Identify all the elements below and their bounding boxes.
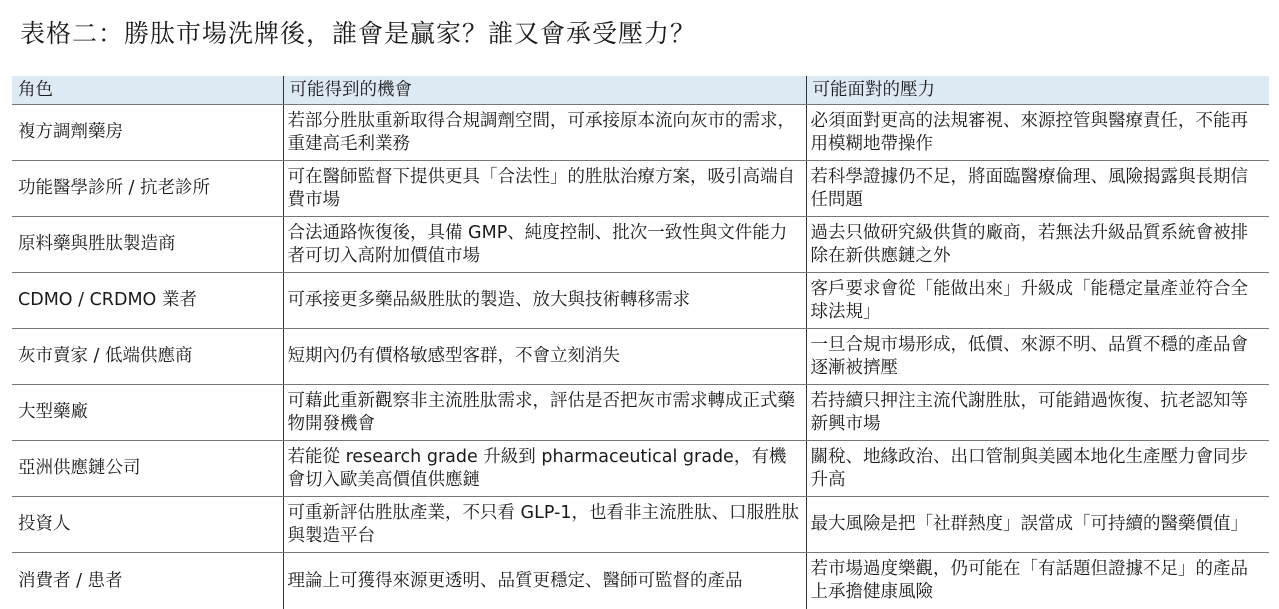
cell-opportunity: 若能從 research grade 升級到 pharmaceutical grade，有機會切入歐美高價值供應鏈	[283, 441, 806, 497]
cell-opportunity: 理論上可獲得來源更透明、品質更穩定、醫師可監督的產品	[283, 553, 806, 609]
cell-pressure: 過去只做研究級供貨的廠商，若無法升級品質系統會被排除在新供應鏈之外	[806, 217, 1269, 273]
comparison-table	[12, 76, 1269, 609]
table-row	[12, 385, 1269, 441]
table-row	[12, 441, 1269, 497]
cell-role: 原料藥與胜肽製造商	[12, 217, 283, 273]
table-row	[12, 105, 1269, 161]
cell-opportunity: 可承接更多藥品級胜肽的製造、放大與技術轉移需求	[283, 273, 806, 329]
cell-role: 功能醫學診所 / 抗老診所	[12, 161, 283, 217]
table-row	[12, 217, 1269, 273]
header-row	[12, 76, 1269, 105]
table-row	[12, 161, 1269, 217]
cell-pressure: 客戶要求會從「能做出來」升級成「能穩定量產並符合全球法規」	[806, 273, 1269, 329]
table-body	[12, 105, 1269, 609]
cell-role: 灰市賣家 / 低端供應商	[12, 329, 283, 385]
table-row	[12, 497, 1269, 553]
table-header	[12, 76, 1269, 105]
cell-opportunity: 若部分胜肽重新取得合規調劑空間，可承接原本流向灰市的需求，重建高毛利業務	[283, 105, 806, 161]
table-row	[12, 329, 1269, 385]
cell-opportunity: 可重新評估胜肽產業，不只看 GLP-1，也看非主流胜肽、口服胜肽與製造平台	[283, 497, 806, 553]
cell-pressure: 若科學證據仍不足，將面臨醫療倫理、風險揭露與長期信任問題	[806, 161, 1269, 217]
cell-pressure: 若持續只押注主流代謝胜肽，可能錯過恢復、抗老認知等新興市場	[806, 385, 1269, 441]
cell-opportunity: 可在醫師監督下提供更具「合法性」的胜肽治療方案，吸引高端自費市場	[283, 161, 806, 217]
cell-pressure: 必須面對更高的法規審視、來源控管與醫療責任，不能再用模糊地帶操作	[806, 105, 1269, 161]
cell-role: 投資人	[12, 497, 283, 553]
cell-opportunity: 合法通路恢復後，具備 GMP、純度控制、批次一致性與文件能力者可切入高附加價值市場	[283, 217, 806, 273]
header-pressure: 可能面對的壓力	[806, 76, 1269, 105]
cell-role: 大型藥廠	[12, 385, 283, 441]
cell-role: 亞洲供應鏈公司	[12, 441, 283, 497]
cell-opportunity: 可藉此重新觀察非主流胜肽需求，評估是否把灰市需求轉成正式藥物開發機會	[283, 385, 806, 441]
cell-pressure: 關稅、地緣政治、出口管制與美國本地化生產壓力會同步升高	[806, 441, 1269, 497]
table-row	[12, 553, 1269, 609]
cell-role: CDMO / CRDMO 業者	[12, 273, 283, 329]
page-title: 表格二：勝肽市場洗牌後，誰會是贏家？誰又會承受壓力？	[20, 14, 696, 50]
cell-role: 消費者 / 患者	[12, 553, 283, 609]
cell-pressure: 若市場過度樂觀，仍可能在「有話題但證據不足」的產品上承擔健康風險	[806, 553, 1269, 609]
cell-pressure: 一旦合規市場形成，低價、來源不明、品質不穩的產品會逐漸被擠壓	[806, 329, 1269, 385]
cell-role: 複方調劑藥房	[12, 105, 283, 161]
cell-pressure: 最大風險是把「社群熱度」誤當成「可持續的醫藥價值」	[806, 497, 1269, 553]
cell-opportunity: 短期內仍有價格敏感型客群，不會立刻消失	[283, 329, 806, 385]
table-row	[12, 273, 1269, 329]
header-opportunity: 可能得到的機會	[283, 76, 806, 105]
header-role: 角色	[12, 76, 283, 105]
